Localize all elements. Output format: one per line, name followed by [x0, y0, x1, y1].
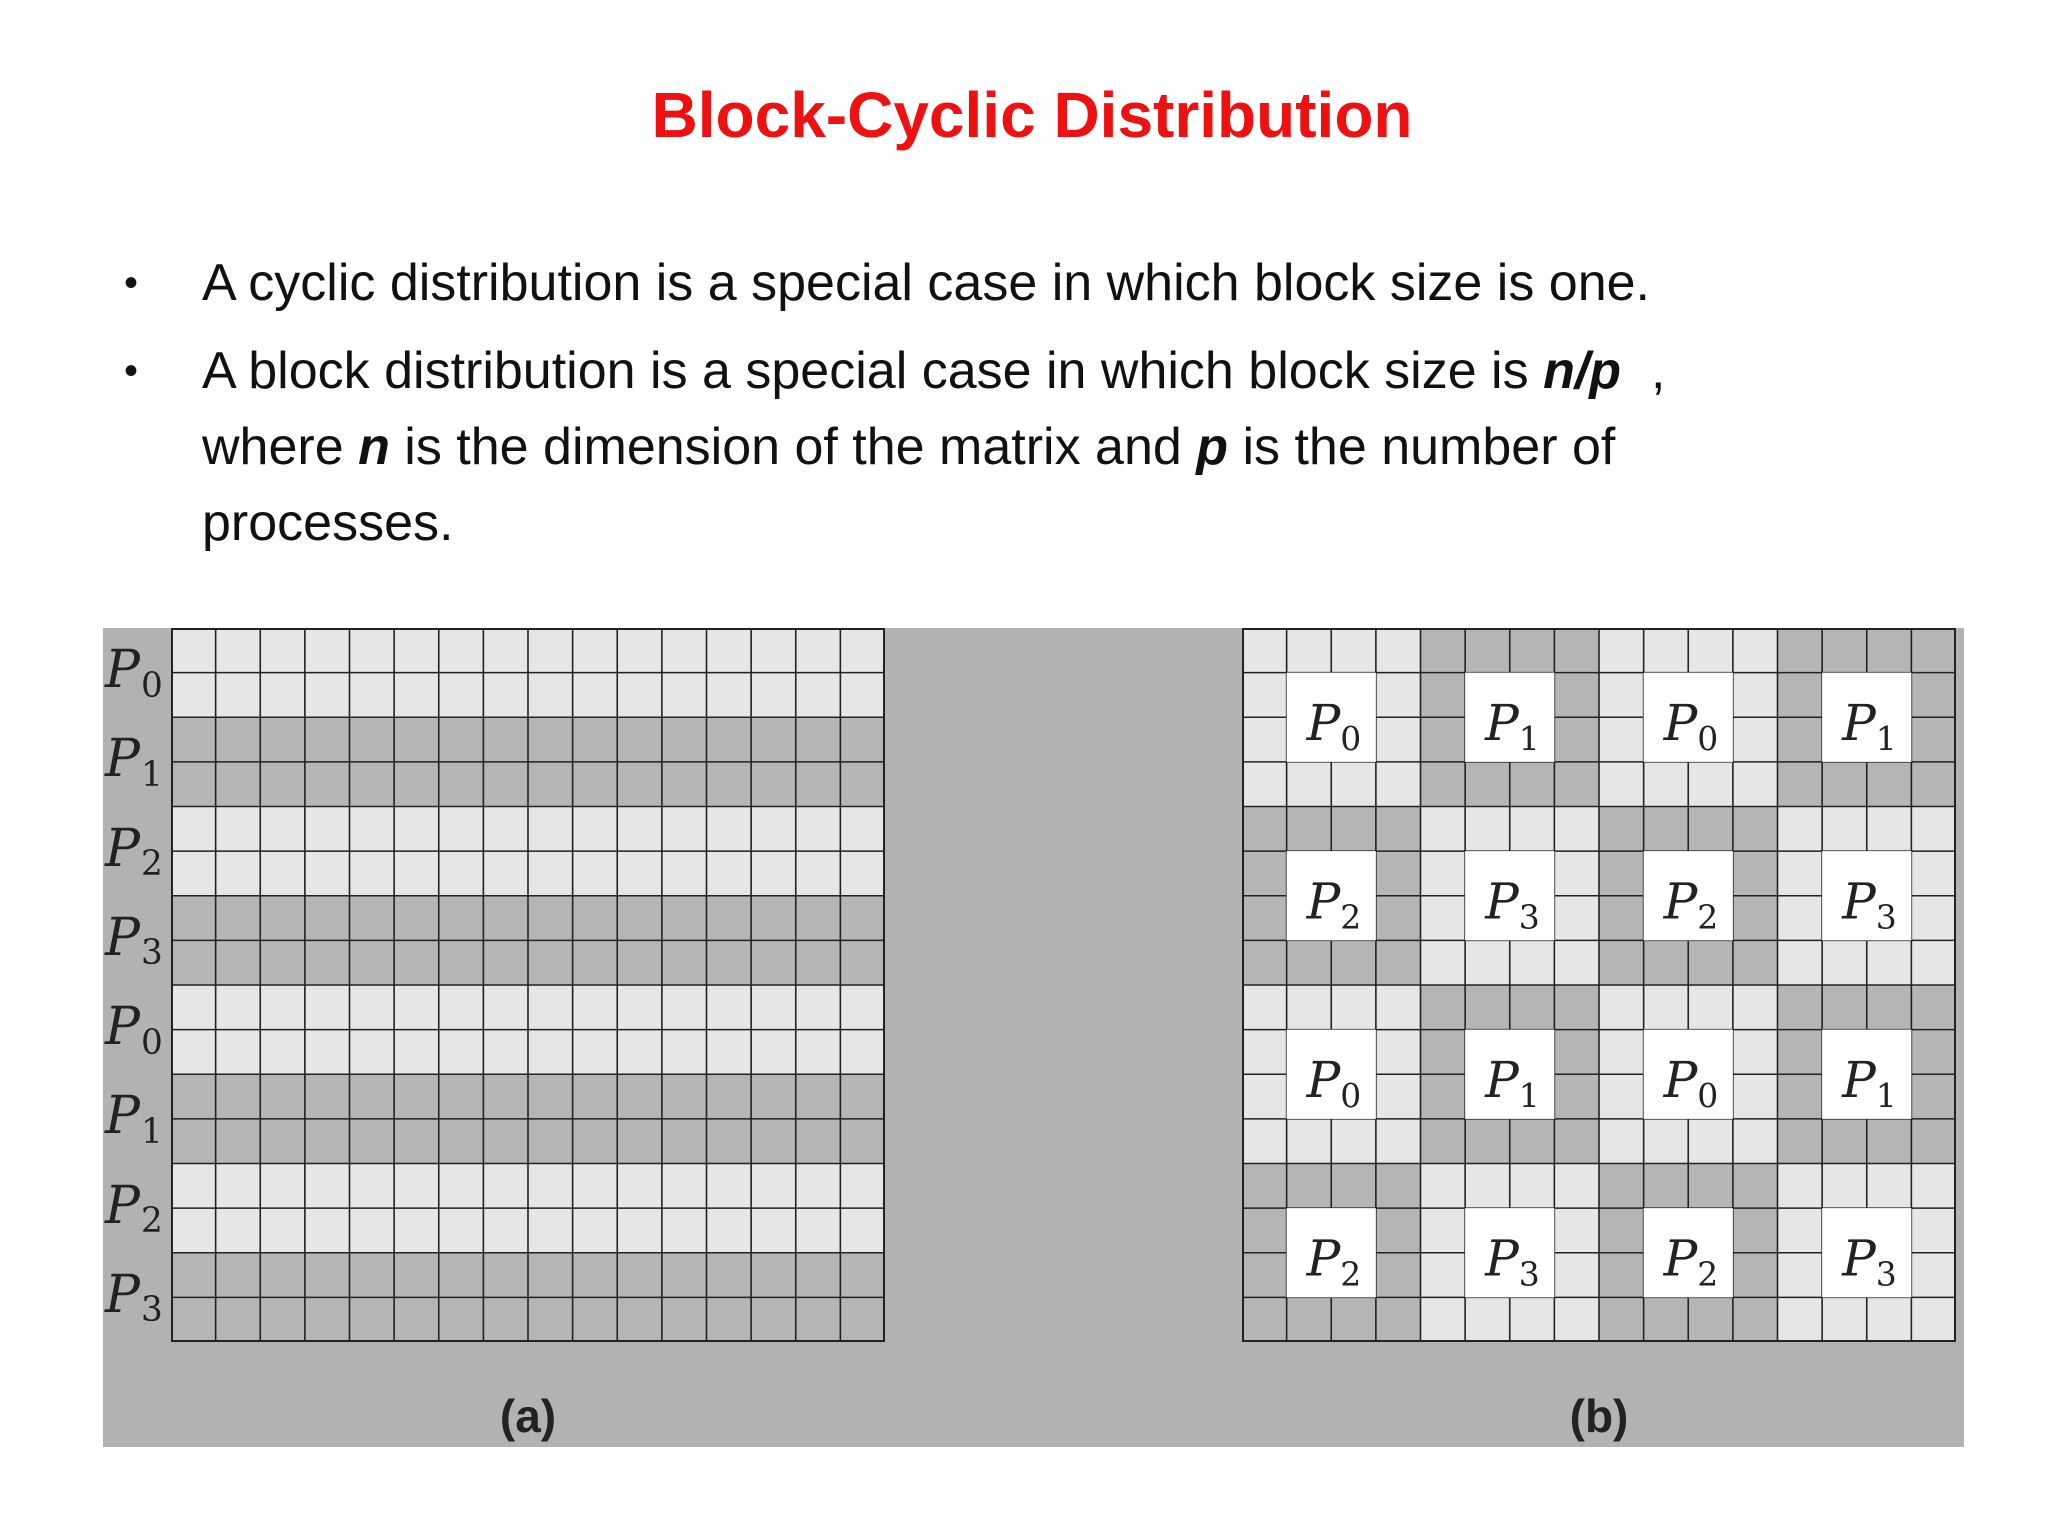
term-n-over-p: n/p	[1543, 342, 1622, 400]
process-label: $P_1$	[1485, 693, 1540, 758]
bullet-dot: •	[124, 349, 139, 393]
bullet-list	[118, 245, 1998, 573]
process-label: $P_0$	[1663, 1050, 1719, 1115]
bullet-cyclic	[118, 245, 1998, 321]
row-label-a: $P_0$	[105, 997, 163, 1063]
caption-b: (b)	[1569, 1390, 1629, 1442]
process-label: $P_0$	[1663, 693, 1719, 758]
process-label: $P_2$	[1306, 1229, 1362, 1294]
term-p: p	[1196, 418, 1229, 476]
process-label: $P_0$	[1306, 693, 1362, 758]
process-label: $P_1$	[1485, 1050, 1540, 1115]
process-label: $P_3$	[1485, 872, 1540, 937]
bullet-block	[118, 333, 1998, 561]
figure-panel	[103, 628, 1964, 1447]
row-label-a: $P_3$	[105, 1264, 163, 1331]
row-label-a: $P_2$	[105, 1175, 163, 1242]
process-label: $P_3$	[1842, 1229, 1897, 1294]
bullet-cyclic-text: A cyclic distribution is a special case in which block size is one.	[202, 254, 1650, 312]
term-n: n	[358, 418, 390, 476]
grid-b-block-cyclic	[1242, 628, 1956, 1342]
slide-title: Block-Cyclic Distribution	[651, 79, 1413, 151]
row-label-a: $P_0$	[105, 640, 163, 706]
bullet-dot: •	[124, 261, 139, 305]
row-label-a: $P_1$	[105, 729, 163, 795]
process-label: $P_0$	[1306, 1050, 1362, 1115]
process-label: $P_2$	[1663, 1229, 1719, 1294]
grid-a-row-cyclic	[171, 628, 885, 1342]
caption-a: (a)	[499, 1390, 557, 1442]
process-label: $P_1$	[1842, 693, 1897, 758]
process-label: $P_2$	[1663, 872, 1719, 937]
bullet-block-line1: A block distribution is a special case in which block size is n/p ,	[202, 342, 1666, 400]
bullet-block-line2: where n is the dimension of the matrix and p is the number of	[202, 418, 1616, 476]
process-label: $P_3$	[1485, 1229, 1540, 1294]
process-label: $P_2$	[1306, 872, 1362, 937]
row-label-a: $P_3$	[105, 907, 163, 974]
row-label-a: $P_2$	[105, 818, 163, 885]
row-label-a: $P_1$	[105, 1086, 163, 1152]
process-label: $P_3$	[1842, 872, 1897, 937]
process-label: $P_1$	[1842, 1050, 1897, 1115]
bullet-block-line3: processes.	[202, 494, 454, 552]
